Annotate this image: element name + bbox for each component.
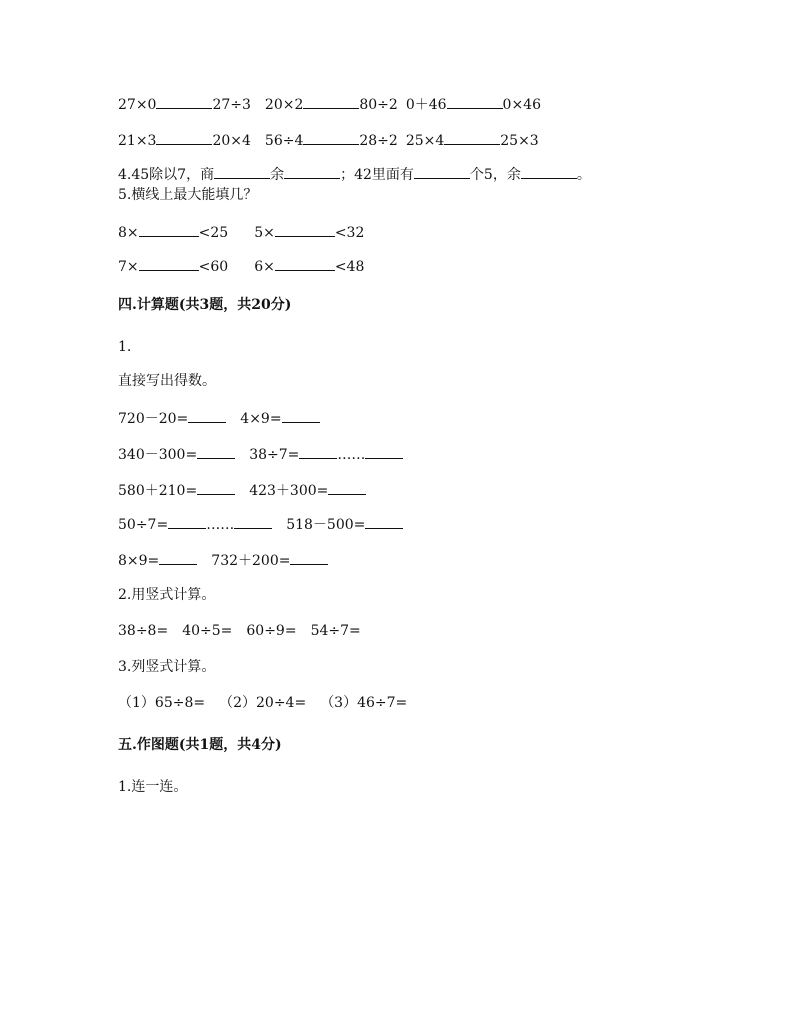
- answer-blank[interactable]: [275, 222, 335, 237]
- answer-blank[interactable]: [156, 130, 212, 145]
- question-2-title: 2.用竖式计算。: [118, 587, 216, 603]
- answer-blank[interactable]: [299, 444, 337, 459]
- answer-blank[interactable]: [197, 480, 235, 495]
- expr: 0＋46: [405, 97, 447, 113]
- calc-row-3: [118, 480, 366, 500]
- expr: 518－500=: [286, 517, 366, 533]
- question-text: 4.45除以7，商: [118, 167, 215, 183]
- answer-blank[interactable]: [168, 514, 206, 529]
- section-5-heading: 五.作图题(共1题，共4分): [118, 737, 282, 753]
- expr: 8×9=: [118, 553, 160, 569]
- answer-blank[interactable]: [303, 94, 359, 109]
- expr: 27÷3: [212, 97, 251, 113]
- expr: 580＋210=: [118, 483, 198, 499]
- answer-blank[interactable]: [303, 130, 359, 145]
- expr: 25×4: [405, 133, 445, 149]
- answer-blank[interactable]: [290, 550, 328, 565]
- compare-row-1: [118, 94, 541, 114]
- expr: 6×: [254, 259, 275, 275]
- expr: 56÷4: [264, 133, 304, 149]
- question-text: 。: [576, 167, 591, 183]
- answer-blank[interactable]: [214, 164, 270, 179]
- section-4-heading: 四.计算题(共3题，共20分): [118, 297, 292, 313]
- question-5-row-1: [118, 222, 364, 242]
- expr: 720－20=: [118, 411, 189, 427]
- answer-blank[interactable]: [444, 130, 500, 145]
- answer-blank[interactable]: [328, 480, 366, 495]
- question-3-title: 3.列竖式计算。: [118, 659, 216, 675]
- answer-blank[interactable]: [156, 94, 212, 109]
- answer-blank[interactable]: [414, 164, 470, 179]
- answer-blank[interactable]: [275, 256, 335, 271]
- expr: <60: [198, 259, 229, 275]
- compare-row-2: [118, 130, 539, 150]
- question-text: ；42里面有: [340, 167, 414, 183]
- answer-blank[interactable]: [188, 408, 226, 423]
- answer-blank[interactable]: [139, 222, 199, 237]
- expr: 54÷7=: [310, 623, 361, 639]
- expr: 20×4: [212, 133, 251, 149]
- answer-blank[interactable]: [521, 164, 577, 179]
- expr: 5×: [254, 225, 275, 241]
- expr: 0×46: [502, 97, 541, 113]
- question-5-row-2: [118, 256, 364, 276]
- expr: 21×3: [118, 133, 157, 149]
- section-5-question-1: 1.连一连。: [118, 779, 188, 795]
- question-4: [118, 164, 591, 184]
- expr: 60÷9=: [246, 623, 297, 639]
- expr: 38÷7=: [249, 447, 300, 463]
- expr: 732＋200=: [211, 553, 291, 569]
- question-3-items: [118, 694, 407, 712]
- expr: 7×: [118, 259, 139, 275]
- question-text: 个5，余: [469, 167, 521, 183]
- question-5-title: 5.横线上最大能填几？: [118, 187, 258, 203]
- expr: 4×9=: [240, 411, 282, 427]
- ellipsis: ……: [206, 517, 235, 533]
- ellipsis: ……: [337, 447, 366, 463]
- expr: <48: [334, 259, 365, 275]
- calc-row-1: [118, 408, 320, 428]
- expr: （1）65÷8=: [118, 695, 206, 711]
- expr: <25: [198, 225, 229, 241]
- calc-row-5: [118, 550, 328, 570]
- answer-blank[interactable]: [447, 94, 503, 109]
- answer-blank[interactable]: [197, 444, 235, 459]
- question-text: 余: [270, 167, 285, 183]
- calc-row-2: [118, 444, 403, 464]
- question-1-number: 1.: [118, 339, 132, 355]
- answer-blank[interactable]: [282, 408, 320, 423]
- answer-blank[interactable]: [139, 256, 199, 271]
- expr: <32: [334, 225, 365, 241]
- remainder-blank[interactable]: [234, 514, 272, 529]
- question-1-prompt: 直接写出得数。: [118, 373, 216, 389]
- expr: 340－300=: [118, 447, 198, 463]
- remainder-blank[interactable]: [365, 444, 403, 459]
- expr: 40÷5=: [182, 623, 233, 639]
- expr: （3）46÷7=: [320, 695, 408, 711]
- expr: 38÷8=: [118, 623, 169, 639]
- expr: 80÷2: [359, 97, 398, 113]
- expr: 20×2: [264, 97, 304, 113]
- expr: 423＋300=: [249, 483, 329, 499]
- expr: 28÷2: [359, 133, 398, 149]
- answer-blank[interactable]: [159, 550, 197, 565]
- expr: （2）20÷4=: [219, 695, 307, 711]
- expr: 50÷7=: [118, 517, 169, 533]
- answer-blank[interactable]: [365, 514, 403, 529]
- expr: 8×: [118, 225, 139, 241]
- expr: 25×3: [500, 133, 539, 149]
- answer-blank[interactable]: [284, 164, 340, 179]
- expr: 27×0: [118, 97, 157, 113]
- question-2-items: [118, 622, 361, 640]
- calc-row-4: [118, 514, 403, 534]
